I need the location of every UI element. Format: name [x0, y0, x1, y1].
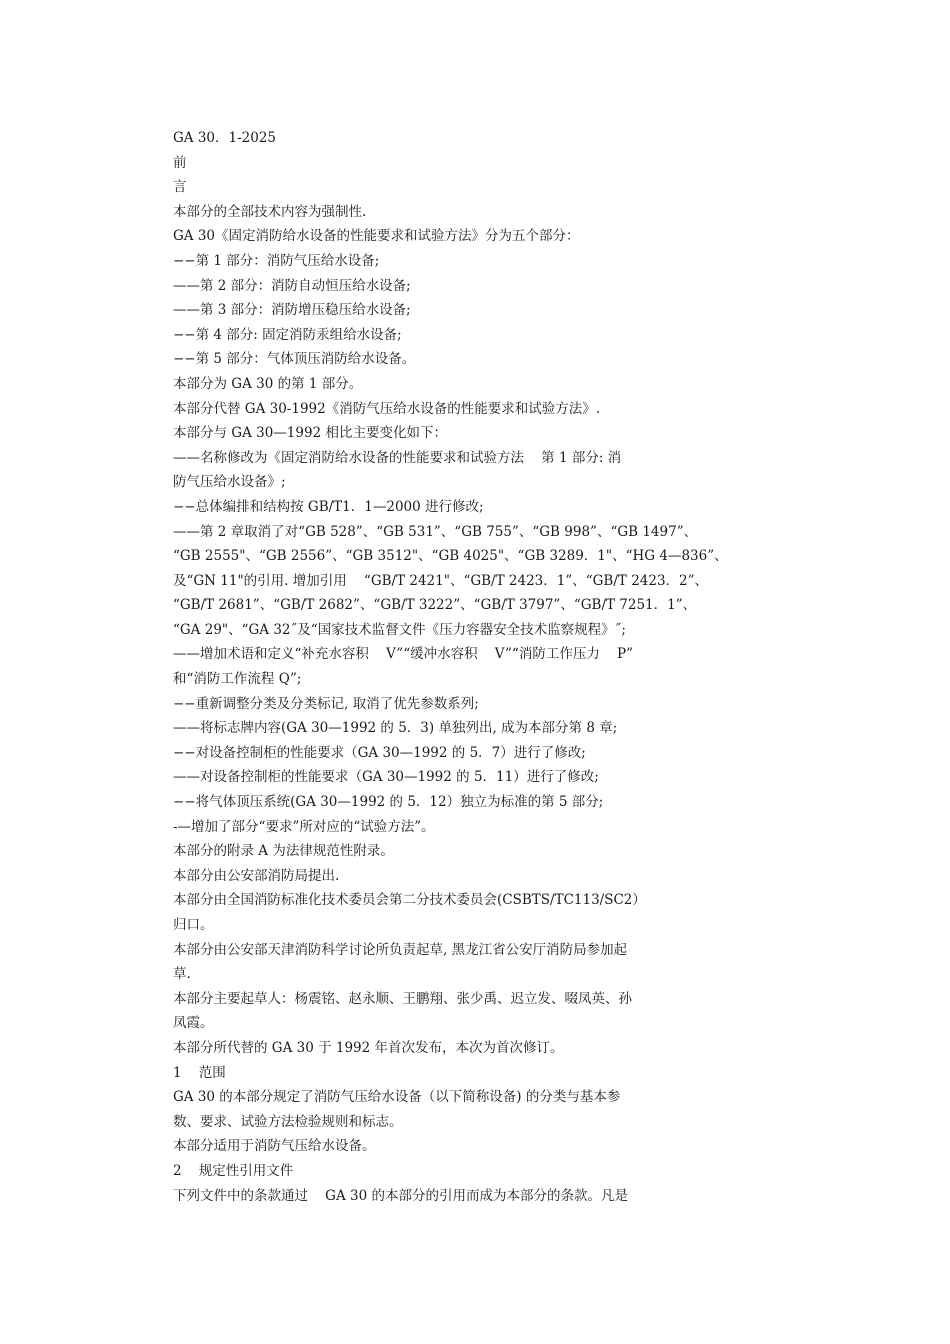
- list-item-continuation: 防气压给水设备》;: [173, 474, 286, 491]
- list-item: ——名称修改为《固定消防给水设备的性能要求和试验方法 第 1 部分: 消: [173, 449, 622, 466]
- text-line: 本部分主要起草人：杨震铭、赵永顺、王鹏翔、张少禹、迟立发、啜凤英、孙: [173, 990, 632, 1007]
- section-heading-scope: 1 范围: [173, 1064, 226, 1081]
- text-line: 本部分代替 GA 30-1992《消防气压给水设备的性能要求和试验方法》.: [173, 400, 601, 417]
- text-line: 本部分为 GA 30 的第 1 部分。: [173, 375, 363, 392]
- text-line: 本部分与 GA 30—1992 相比主要变化如下：: [173, 425, 447, 442]
- section-heading-normative-references: 2 规定性引用文件: [173, 1162, 294, 1179]
- text-line-continuation: 凤霞。: [173, 1015, 214, 1032]
- text-line: 本部分的全部技术内容为强制性.: [173, 203, 367, 220]
- text-line: 本部分由公安部天津消防科学讨论所负责起草, 黑龙江省公安厅消防局参加起: [173, 941, 628, 958]
- list-item: −−将气体顶压系统(GA 30—1992 的 5．12）独立为标准的第 5 部分;: [173, 794, 604, 811]
- text-line-continuation: 数、要求、试验方法检验规则和标志。: [173, 1113, 403, 1130]
- text-line-continuation: 归口。: [173, 917, 214, 933]
- list-item: ——将标志牌内容(GA 30—1992 的 5．3) 单独列出, 成为本部分第 8 章;: [173, 720, 618, 737]
- list-item: ——对设备控制柜的性能要求（GA 30—1992 的 5．11）进行了修改;: [173, 769, 599, 786]
- text-line: 本部分的附录 A 为法律规范性附录。: [173, 843, 394, 860]
- doc-code: GA 30．1-2025: [173, 130, 277, 146]
- list-item-continuation: “GA 29"、“GA 32˝及“国家技术监督文件《压力容器安全技术监察规程》˝;: [173, 621, 626, 638]
- text-line: GA 30 的本部分规定了消防气压给水设备（以下简称设备) 的分类与基本参: [173, 1089, 621, 1106]
- list-item-continuation: “GB/T 2681”、“GB/T 2682”、“GB/T 3222”、“GB/T 3797”、“GB/T 7251．1”、: [173, 597, 697, 614]
- text-line: 本部分由公安部消防局提出.: [173, 867, 340, 884]
- list-item: ——第 2 章取消了对“GB 528”、“GB 531”、“GB 755”、“GB 998”、“GB 1497”、: [173, 523, 698, 540]
- list-item: ——第 3 部分：消防增压稳压给水设备;: [173, 302, 411, 319]
- list-item: −−对设备控制柜的性能要求（GA 30—1992 的 5．7）进行了修改;: [173, 744, 586, 761]
- text-line: 本部分所代替的 GA 30 于 1992 年首次发布，本次为首次修订。: [173, 1039, 564, 1056]
- list-item: ——第 2 部分：消防自动恒压给水设备;: [173, 277, 411, 294]
- list-item: -—增加了部分“要求”所对应的“试验方法”。: [173, 818, 435, 835]
- list-item: ——增加术语和定义“补充水容积 V”“缓冲水容积 V”“消防工作压力 P”: [173, 646, 633, 663]
- list-item-continuation: 和“消防工作流程 Q”;: [173, 671, 302, 688]
- list-item-continuation: “GB 2555"、“GB 2556”、“GB 3512"、“GB 4025"、“GB 3289．1"、“HG 4—836”、: [173, 548, 728, 565]
- text-line: 本部分由全国消防标准化技术委员会第二分技术委员会(CSBTS/TC113/SC2）: [173, 892, 646, 909]
- list-item: −−第 5 部分：气体顶压消防给水设备。: [173, 351, 416, 368]
- heading-preface-char-1: 前: [173, 154, 187, 171]
- heading-preface-char-2: 言: [173, 179, 187, 196]
- list-item: −−重新调整分类及分类标记, 取消了优先参数系列;: [173, 695, 479, 712]
- list-item-continuation: 及“GN 11"的引用. 增加引用 “GB/T 2421"、“GB/T 2423．1”、“GB/T 2423．2”、: [173, 572, 709, 589]
- text-line: GA 30《固定消防给水设备的性能要求和试验方法》分为五个部分：: [173, 228, 580, 245]
- text-line: 下列文件中的条款通过 GA 30 的本部分的引用而成为本部分的条款。凡是: [173, 1187, 628, 1204]
- list-item: −−第 1 部分：消防气压给水设备;: [173, 252, 380, 269]
- list-item: −−第 4 部分: 固定消防汞组给水设备;: [173, 326, 402, 343]
- text-line-continuation: 草.: [173, 966, 191, 983]
- list-item: −−总体编排和结构按 GB/T1．1—2000 进行修改;: [173, 498, 484, 515]
- document-body: [173, 126, 773, 1208]
- text-line: 本部分适用于消防气压给水设备。: [173, 1138, 376, 1155]
